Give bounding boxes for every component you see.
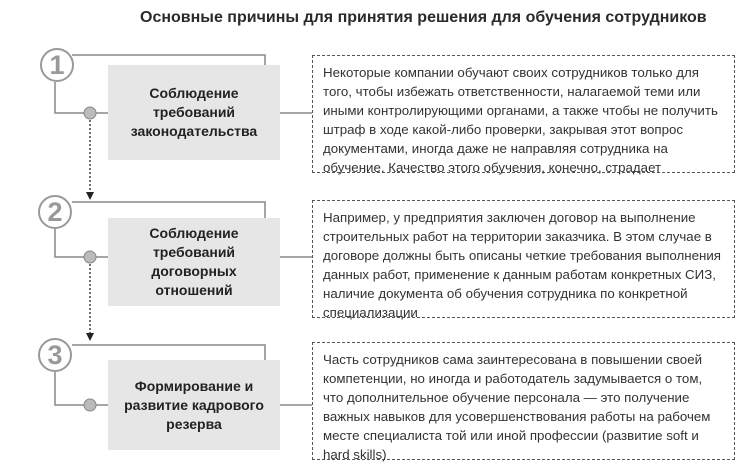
description-box-2: Например, у предприятия заключен договор на выполнение строительных работ на территории заказчика. В этом случае в договоре должны быть описаны четкие требования выполнения данных работ, применение к данным работам конкретных СИЗ, наличие документа об обучения сотрудника по конкретной специализации bbox=[312, 200, 735, 318]
reason-label: Соблюдение требований законодательства bbox=[130, 85, 258, 139]
connector-line bbox=[55, 82, 108, 113]
connector-line bbox=[72, 202, 265, 218]
description-box-3: Часть сотрудников сама заинтересована в повышении своей компетенции, но иногда и работодатель задумывается о том, что дополнительное обучение персонала — это получение важных навыков для усовершенствования работы на рабочем месте специалиста той или иной профессии (развитие soft и hard skills) bbox=[312, 342, 735, 460]
node-dot-icon bbox=[84, 251, 96, 263]
step-number-2: 2 bbox=[38, 195, 72, 229]
reason-box-1 bbox=[108, 65, 280, 160]
description-box-1: Некоторые компании обучают своих сотрудников только для того, чтобы избежать ответственности, налагаемой теми или иными контролирующими органами, а также чтобы не получить штраф в ходе какой-либо проверки, закрывая этот вопрос документами, иногда даже не направляя сотрудника на обучение. Качество этого обучения, конечно, страдает bbox=[312, 55, 735, 173]
reason-label: Формирование и развитие кадрового резерва bbox=[124, 377, 264, 432]
connector-line bbox=[72, 55, 265, 65]
diagram-title: Основные причины для принятия решения для обучения сотрудников bbox=[140, 9, 707, 26]
reason-box-3 bbox=[108, 360, 280, 450]
arrow-head-icon bbox=[86, 192, 94, 200]
reason-label: Соблюдение требований договорных отношений bbox=[149, 225, 239, 298]
step-number-3: 3 bbox=[38, 338, 72, 372]
connector-line bbox=[72, 345, 265, 360]
connector-line bbox=[55, 372, 108, 405]
reason-box-2 bbox=[108, 218, 280, 306]
arrow-head-icon bbox=[86, 333, 94, 341]
step-number-1: 1 bbox=[40, 48, 74, 82]
node-dot-icon bbox=[84, 399, 96, 411]
node-dot-icon bbox=[84, 107, 96, 119]
connector-line bbox=[55, 229, 108, 257]
